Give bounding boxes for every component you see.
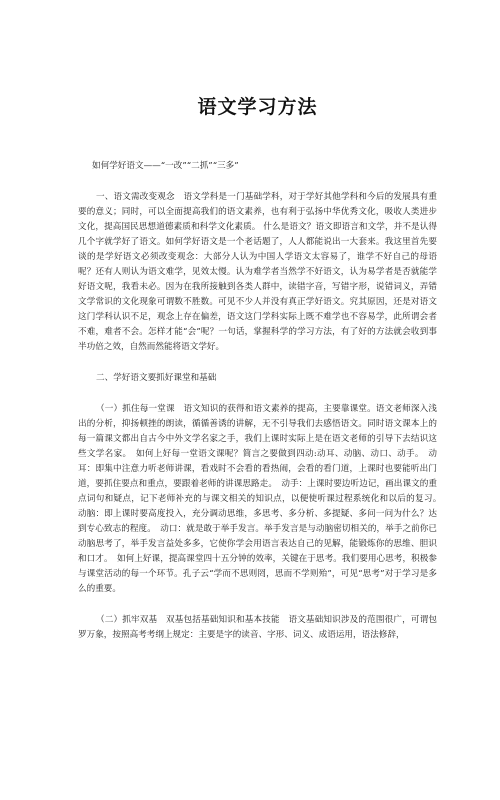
document-page (0, 92, 500, 800)
paragraph-change-mindset: 一、语文需改变观念 语文学科是一门基础学科，对于学好其他学科和今后的发展具有重要的意义；同时，可以全面提高我们的语文素养，也有利于弘扬中华优秀文化，吸收人类进步文化，提高国民思想道德素质和科学文化素质。 什么是语文？语文即语言和文学，并不是认得几个字就学好了语文。如何学好语文是一个老话题了，人人都能说出一大套来。我这里首先要谈的是学好语文必须改变观念：大部分人认为中国人学语文太容易了，谁学不好自己的母语呢？还有人则认为语文难学，见效太慢。认为难学者当然学不好语文，认为易学者是否就能学好语文呢，我看未必。因为在我所接触到各类人群中，读错字音，写错字形，说错词义，弄错文学常识的文化现象可谓数不胜数。可见不少人并没有真正学好语文。究其原因，还是对语文这门学科认识不足，观念上存在偏差，语文这门学科实际上既不难学也不容易学，此所谓会者不难，难者不会。怎样才能“会”呢？一句话，掌握科学的学习方法，有了好的方法就会收到事半功倍之效，自然而然能将语文学好。 (78, 192, 437, 352)
paragraph-basics: （二）抓牢双基 双基包括基础知识和基本技能 语文基础知识涉及的范围很广，可谓包罗万象，按照高考考纲上规定：主要是字的读音、字形、词义、成语运用，语法修辞， (78, 615, 437, 640)
paragraph-classroom: （一）抓住每一堂课 语文知识的获得和语文素养的提高，主要靠课堂。语文老师深入浅出的分析，抑扬顿挫的朗读，循循善诱的讲解，无不引导我们去感悟语文。同时语文课本上的每一篇课文都出自古今中外文学名家之手，我们上课时实际上是在语文老师的引导下去结识这些文学名家。 如何上好每一堂语文课呢？简言之要做到四动:动耳、动脑、动口、动手。 动耳：即集中注意力听老师讲课，看戏时不会看的看热闹，会看的看门道，上课时也要能听出门道，要抓住要点和重点，要跟着老师的讲课思路走。 动手：上课时要边听边记，画出课文的重点词句和疑点，记下老师补充的与课文相关的知识点，以便使听课过程系统化和以后的复习。 动脑：即上课时要高度投入，充分调动思维，多思考、多分析、多提疑、多问一问为什么？达到专心致志的程度。 动口：就是敢于举手发言。举手发言是与动脑密切相关的，举手之前你已动脑思考了，举手发言益处多多，它使你学会用语言表达自己的见解，能锻炼你的思维、胆识和口才。 如何上好课，提高课堂四十五分钟的效率，关键在于思考。我们要用心思考，积极参与课堂活动的每一个环节。孔子云“学而不思则罔，思而不学则殆”，可见“思考”对于学习是多么的重要。 (78, 404, 446, 594)
page-title: 语文学习方法 (197, 96, 318, 118)
subtitle: 如何学好语文——“一改”“二抓”“三多” (92, 161, 239, 171)
section-heading-2: 二、学好语文要抓好课堂和基础 (96, 373, 217, 383)
